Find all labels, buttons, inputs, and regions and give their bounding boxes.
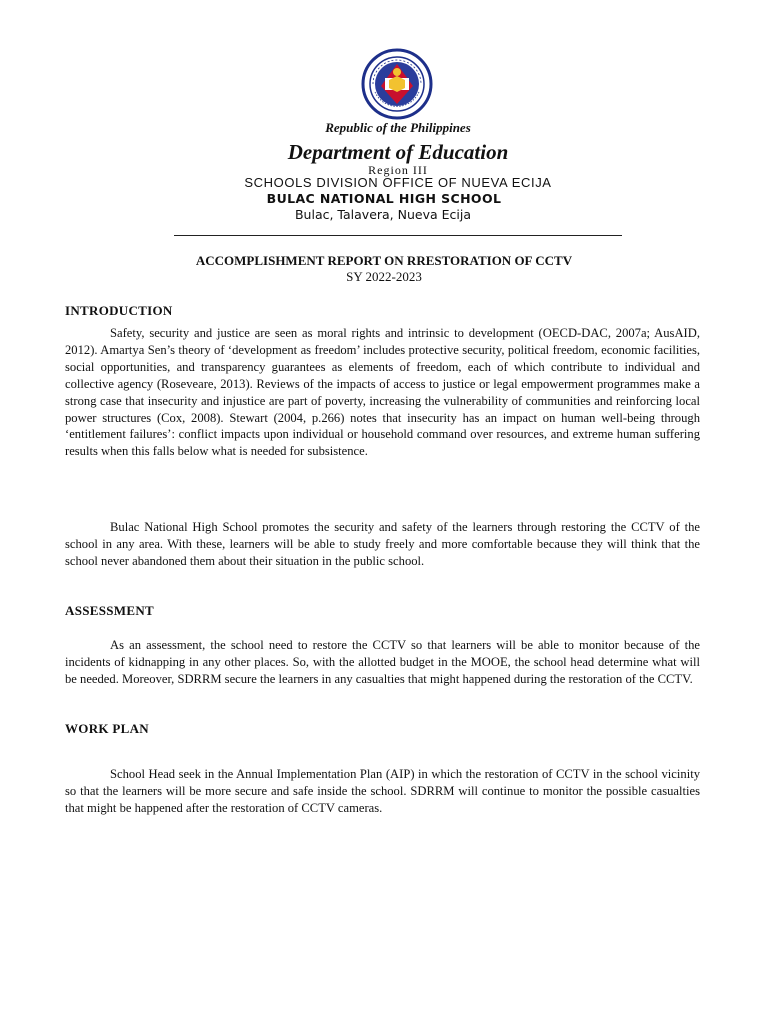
school-name: BULAC NATIONAL HIGH SCHOOL [266, 191, 502, 206]
region-line: Region III [368, 163, 428, 177]
school-year: SY 2022-2023 [346, 269, 422, 284]
report-title: ACCOMPLISHMENT REPORT ON RRESTORATION OF CCTV [195, 253, 573, 268]
work-plan-paragraph: School Head seek in the Annual Implementation Plan (AIP) in which the restoration of CCTV in the school vicinity so that the learners will be more secure and safe inside the school. SDRRM will continue to monitor the possible casualties that might be happened after the restoration of CCTV cameras. [65, 767, 700, 815]
assessment-heading: ASSESSMENT [65, 603, 154, 618]
school-address: Bulac, Talavera, Nueva Ecija [294, 207, 471, 222]
introduction-paragraph-2: Bulac National High School promotes the security and safety of the learners through restoring the CCTV of the school in any area. With these, learners will be able to study freely and more comfortable because they will think that the school never abandoned them about their situation in the public school. [65, 520, 700, 568]
work-plan-heading: WORK PLAN [65, 721, 149, 736]
republic-line: Republic of the Philippines [325, 120, 471, 135]
header-divider [174, 235, 622, 236]
introduction-heading: INTRODUCTION [65, 303, 173, 318]
division-line: SCHOOLS DIVISION OFFICE OF NUEVA ECIJA [244, 175, 552, 190]
introduction-paragraph-1: Safety, security and justice are seen as moral rights and intrinsic to development (OECD-DAC, 2007a; AusAID, 2012). Amartya Sen’s theory of ‘development as freedom’ includes protective security, political freedom, economic facilities, social opportunities, and transparency guarantees as elements of freedom, each of which contribute to individual and collective agency (Roseveare, 2013). Reviews of the impacts of access to justice or legal empowerment programmes make a strong case that insecurity and injustice are part of poverty, increasing the vulnerability of communities and reinforcing local power structures (Cox, 2008). Stewart (2004, p.266) notes that insecurity has an impact on human well-being through ‘entitlement failures’: conflict impacts upon individual or household command over resources, and extreme human suffering results when this falls below what is needed for subsistence. [65, 326, 700, 459]
assessment-paragraph: As an assessment, the school need to restore the CCTV so that learners will be able to monitor because of the incidents of kidnapping in any other places. So, with the allotted budget in the MOOE, the school head determine what will be needed. Moreover, SDRRM secure the learners in any casualties that might happened during the restoration of the CCTV. [65, 638, 700, 686]
deped-seal-icon [361, 48, 433, 120]
department-name: Department of Education [287, 140, 509, 164]
